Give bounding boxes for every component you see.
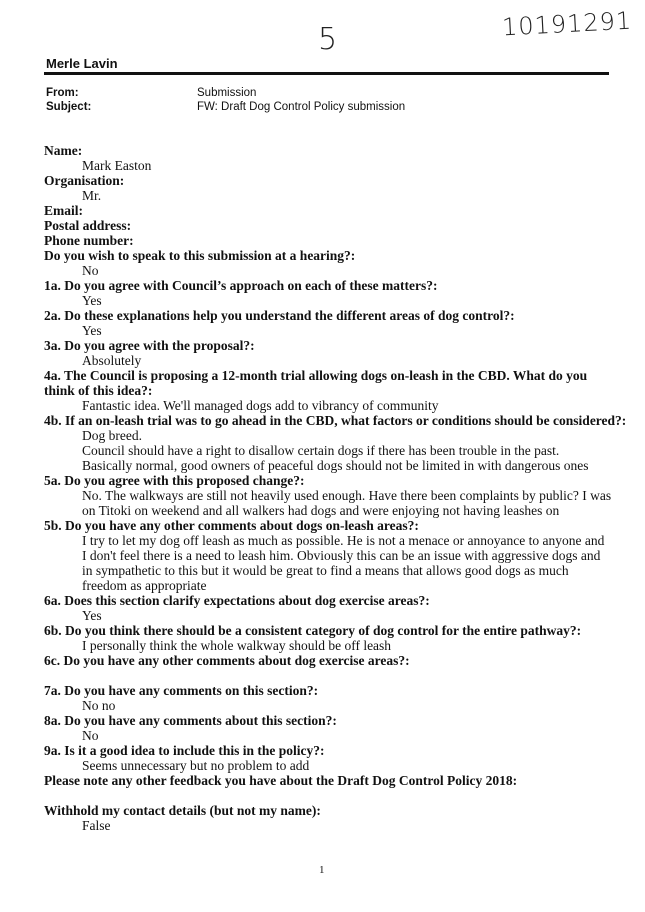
answer-1a: Yes (82, 293, 102, 308)
feedback-question: Please note any other feedback you have about the Draft Dog Control Policy 2018: (44, 773, 518, 788)
answer-6a: Yes (82, 608, 102, 623)
hearing-question: Do you wish to speak to this submission at a hearing?: (44, 248, 356, 263)
question-2a: 2a. Do these explanations help you understand the different areas of dog control?: (44, 308, 515, 323)
answer-4b-line-3: Basically normal, good owners of peaceful dogs should not be limited in with dangerous ones (82, 458, 589, 473)
subject-label: Subject: (46, 101, 92, 113)
from-value: Submission (197, 87, 257, 99)
page-number: 1 (319, 864, 325, 876)
question-3a: 3a. Do you agree with the proposal?: (44, 338, 255, 353)
question-5b: 5b. Do you have any other comments about dogs on-leash areas?: (44, 518, 419, 533)
answer-8a: No (82, 728, 99, 743)
answer-5a: No. The walkways are still not heavily used enough. Have there been complaints by public? I was on Titoki on weekend and all walkers had dogs and were enjoying not having leashes on (82, 488, 612, 518)
name-label: Name: (44, 143, 83, 158)
question-6a: 6a. Does this section clarify expectations about dog exercise areas?: (44, 593, 430, 608)
phone-number-label: Phone number: (44, 233, 134, 248)
postal-address-label: Postal address: (44, 218, 132, 233)
withhold-question: Withhold my contact details (but not my name): (44, 803, 321, 818)
name-value: Mark Easton (82, 158, 152, 173)
question-7a: 7a. Do you have any comments on this section?: (44, 683, 319, 698)
question-9a: 9a. Is it a good idea to include this in the policy?: (44, 743, 325, 758)
answer-4b-line-1: Dog breed. (82, 428, 142, 443)
answer-4a: Fantastic idea. We'll managed dogs add to vibrancy of community (82, 398, 439, 413)
handwritten-reference-number: 10191291 (501, 6, 633, 42)
sender-name: Merle Lavin (46, 56, 118, 71)
hearing-answer: No (82, 263, 99, 278)
question-6c: 6c. Do you have any other comments about dog exercise areas?: (44, 653, 410, 668)
question-6b: 6b. Do you think there should be a consistent category of dog control for the entire pathway?: (44, 623, 582, 638)
withhold-answer: False (82, 818, 111, 833)
from-label: From: (46, 87, 79, 99)
handwritten-page-mark: 5 (318, 22, 338, 57)
answer-5b: I try to let my dog off leash as much as possible. He is not a menace or annoyance to anyone and I don't feel there is a need to leash him. Obviously this can be an issue with aggressive dogs and in sympathetic to this but it would be great to find a means that allows good dogs as much freedom as appropriate (82, 533, 605, 593)
question-5a: 5a. Do you agree with this proposed change?: (44, 473, 305, 488)
email-label: Email: (44, 203, 83, 218)
organisation-label: Organisation: (44, 173, 125, 188)
subject-value: FW: Draft Dog Control Policy submission (197, 101, 406, 113)
header-rule (44, 72, 609, 75)
question-8a: 8a. Do you have any comments about this section?: (44, 713, 337, 728)
question-4b: 4b. If an on-leash trial was to go ahead in the CBD, what factors or conditions should be considered?: (44, 413, 627, 428)
question-4a: 4a. The Council is proposing a 12-month trial allowing dogs on-leash in the CBD. What do you think of this idea?: (44, 368, 588, 398)
answer-7a: No no (82, 698, 116, 713)
answer-2a: Yes (82, 323, 102, 338)
answer-9a: Seems unnecessary but no problem to add (82, 758, 310, 773)
answer-3a: Absolutely (82, 353, 142, 368)
answer-6b: I personally think the whole walkway should be off leash (82, 638, 392, 653)
answer-4b-line-2: Council should have a right to disallow certain dogs if there has been trouble in the past. (82, 443, 560, 458)
organisation-value: Mr. (82, 188, 102, 203)
question-1a: 1a. Do you agree with Council’s approach on each of these matters?: (44, 278, 438, 293)
